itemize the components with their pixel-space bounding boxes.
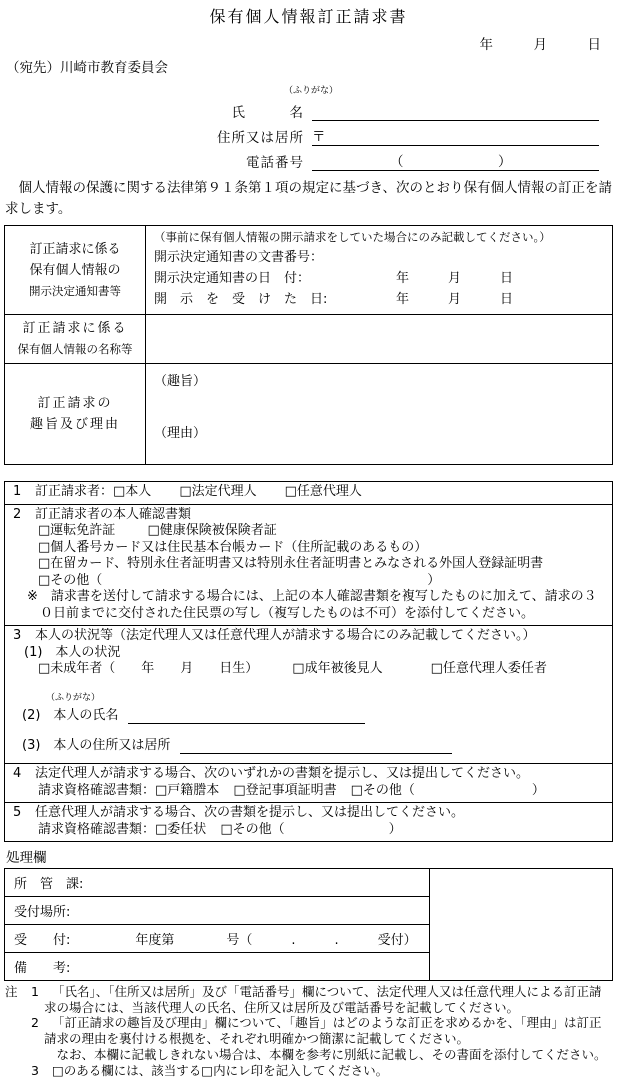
identity-docs-title: 訂正請求者の本人確認書類: [35, 506, 192, 522]
checkbox-residence-card[interactable]: □在留カード、特別永住者証明書又は特別永住者証明書とみなされる外国人登録証明書: [38, 556, 544, 571]
checkbox-family-register[interactable]: □戸籍謄本: [155, 782, 220, 798]
checkbox-voluntary-delegator[interactable]: □任意代理人委任者: [430, 661, 547, 676]
mail-request-note: ※ 請求書を送付して請求する場合には、上記の本人確認書類を複写したものに加えて、請求の３０日前までに交付された住民票の写し（複写したものは不可）を添付してください。: [27, 589, 597, 621]
form-title: 保有個人情報訂正請求書: [209, 7, 408, 26]
checkbox-minor[interactable]: □未成年者（ 年 月 日生）: [38, 661, 259, 676]
address-input-line[interactable]: [312, 127, 599, 146]
principal-address-row: [10, 736, 607, 754]
addressee-label: （宛先）川崎市教育委員会: [6, 60, 168, 76]
postal-mark: 〒: [312, 129, 326, 145]
principal-name-row: [10, 706, 607, 724]
table-row: [5, 626, 613, 764]
note-2: 2 「訂正請求の趣旨及び理由」欄について、「趣旨」はどのような訂正を求めるかを、「理由」は訂正請求の理由を裏付ける根拠を、それぞれ明確かつ簡潔に記載してください。: [31, 1015, 602, 1047]
table-row: [5, 504, 613, 626]
reception-place-row[interactable]: 受付場所:: [5, 897, 430, 925]
checkbox-registration-certificate[interactable]: □登記事項証明書: [233, 782, 337, 798]
requester-label: 訂正請求者：: [35, 484, 114, 499]
processing-stamp-box[interactable]: [430, 868, 613, 981]
section-2-identity-documents: 2 訂正請求者の本人確認書類 □運転免許証 □健康保険被保険者証 □個人番号カード又は住民基本台帳カード（住所記載のあるもの） □在留カード、特別永住者証明書又は特別永住者証明書とみなされる外国人登録証明書 □その他（ ） ※ 請求書を送付して請求する場合には、上記の本人確認書類を複写したものに加えて、請求の３０日前までに交付された住民票の写し（複写したものは不可）を添付してください。: [5, 504, 613, 626]
checkbox-adult-ward[interactable]: □成年被後見人: [292, 661, 383, 676]
address-field-label: 住所又は居所: [217, 130, 304, 146]
processing-left-column: [4, 868, 430, 981]
checkbox-other-document[interactable]: □その他（ ）: [38, 572, 441, 588]
name-field-label: 氏 名: [231, 105, 304, 121]
checkbox-legal-representative[interactable]: □法定代理人: [179, 484, 257, 499]
purpose-label: （趣旨）: [154, 374, 207, 389]
principal-status-title: 本人の状況等（法定代理人又は任意代理人が請求する場合にのみ記載してください。）: [35, 628, 536, 643]
processing-table: [4, 868, 613, 981]
phone-input-line[interactable]: [312, 152, 599, 171]
purpose-reason-cell[interactable]: [146, 364, 613, 465]
address-field-row: [4, 127, 613, 146]
correction-detail-table: [4, 225, 613, 465]
voluntary-rep-instruction: 任意代理人が請求する場合、次の書類を提示し、又は提出してください。: [35, 805, 465, 820]
qualification-docs-label: 請求資格確認書類：: [38, 782, 156, 798]
row-header-disclosure-notice: 訂正請求に係る 保有個人情報の 開示決定通知書等: [5, 226, 146, 315]
table-row: [5, 364, 613, 465]
furigana-label: （ふりがな）: [46, 692, 101, 703]
principal-address-input-line[interactable]: [180, 736, 452, 754]
note-1: 1 「氏名」、「住所又は居所」及び「電話番号」欄について、法定代理人又は任意代理人による訂正請求の場合には、当該代理人の氏名、住所又は居所及び電話番号を記載してください。: [31, 984, 602, 1015]
table-row: [5, 482, 613, 505]
note-3: 3 □のある欄には、該当する□内にレ印を記入してください。: [31, 1062, 389, 1078]
checkbox-other-voluntary-doc[interactable]: □その他（ ）: [220, 821, 402, 837]
footnotes: [4, 984, 613, 1078]
principal-status-sub-label: (1) 本人の状況: [24, 644, 121, 660]
checkbox-health-insurance[interactable]: □健康保険被保険者証: [147, 523, 277, 538]
doc-number-line[interactable]: 開示決定通知書の文書番号：: [154, 250, 324, 265]
checkbox-power-of-attorney[interactable]: □委任状: [155, 821, 207, 837]
processing-section-title: 処理欄: [6, 850, 47, 866]
qualification-docs-label: 請求資格確認書類：: [38, 821, 156, 837]
disclosure-date-line[interactable]: 開 示 を 受 け た 日: 年 月 日: [154, 292, 514, 307]
principal-name-label: (2) 本人の氏名: [22, 707, 119, 723]
info-name-cell[interactable]: [146, 315, 613, 364]
name-field-row: [4, 102, 613, 121]
furigana-label: （ふりがな）: [284, 86, 339, 96]
section-1-requester: 1 訂正請求者： □本人 □法定代理人 □任意代理人: [5, 482, 613, 505]
table-row: [5, 803, 613, 842]
principal-name-input-line[interactable]: [128, 706, 365, 724]
row-header-purpose-reason: 訂正請求の 趣旨及び理由: [5, 364, 146, 465]
reason-label: （理由）: [154, 426, 207, 441]
section-4-legal-rep-documents: 4 法定代理人が請求する場合、次のいずれかの書類を提示し、又は提出してください。 請求資格確認書類： □戸籍謄本 □登記事項証明書 □その他（ ）: [5, 764, 613, 803]
checkbox-self[interactable]: □本人: [113, 484, 152, 499]
checkbox-other-legal-doc[interactable]: □その他（ ）: [350, 782, 545, 798]
reception-number-row[interactable]: 受 付: 年度第 号（ . . 受付）: [5, 925, 430, 953]
disclosure-notice-cell: [146, 226, 613, 315]
name-input-line[interactable]: [312, 102, 599, 121]
table-row: [5, 226, 613, 315]
checkbox-my-number-card[interactable]: □個人番号カード又は住民基本台帳カード（住所記載のあるもの）: [38, 539, 428, 555]
note-prefix: 注: [5, 984, 18, 999]
checkbox-drivers-license[interactable]: □運転免許証: [38, 523, 116, 538]
remarks-row[interactable]: 備 考:: [5, 953, 430, 981]
pre-note: （事前に保有個人情報の開示請求をしていた場合にのみ記載してください。）: [154, 230, 551, 244]
intro-paragraph: 個人情報の保護に関する法律第９１条第１項の規定に基づき、次のとおり保有個人情報の訂正を請求します。: [5, 180, 612, 217]
notice-date-line[interactable]: 開示決定通知書の日 付： 年 月 日: [154, 271, 514, 286]
section-5-voluntary-rep-documents: 5 任意代理人が請求する場合、次の書類を提示し、又は提出してください。 請求資格確認書類： □委任状 □その他（ ）: [5, 803, 613, 842]
checkbox-voluntary-representative[interactable]: □任意代理人: [284, 484, 362, 499]
phone-parentheses: （ ）: [390, 154, 512, 170]
department-row[interactable]: 所 管 課:: [5, 869, 430, 897]
phone-field-row: [4, 152, 613, 171]
legal-rep-instruction: 法定代理人が請求する場合、次のいずれかの書類を提示し、又は提出してください。: [35, 766, 530, 781]
principal-address-label: (3) 本人の住所又は居所: [22, 737, 171, 753]
phone-field-label: 電話番号: [246, 155, 304, 171]
note-2-continuation: なお、本欄に記載しきれない場合は、本欄を参考に別紙に記載し、その書面を添付してください。: [44, 1046, 607, 1062]
section-3-principal-status: 3 本人の状況等（法定代理人又は任意代理人が請求する場合にのみ記載してください。） (1) 本人の状況 □未成年者（ 年 月 日生） □成年被後見人 □任意代理人委任者 （ふりがな） (2) 本人の氏名 (3) 本人の住所又は居所: [5, 626, 613, 764]
table-row: [5, 764, 613, 803]
table-row: [5, 315, 613, 364]
date-field[interactable]: 年 月 日: [479, 37, 601, 53]
requester-info-table: [4, 481, 613, 842]
row-header-info-name: 訂正請求に係る 保有個人情報の名称等: [5, 315, 146, 364]
